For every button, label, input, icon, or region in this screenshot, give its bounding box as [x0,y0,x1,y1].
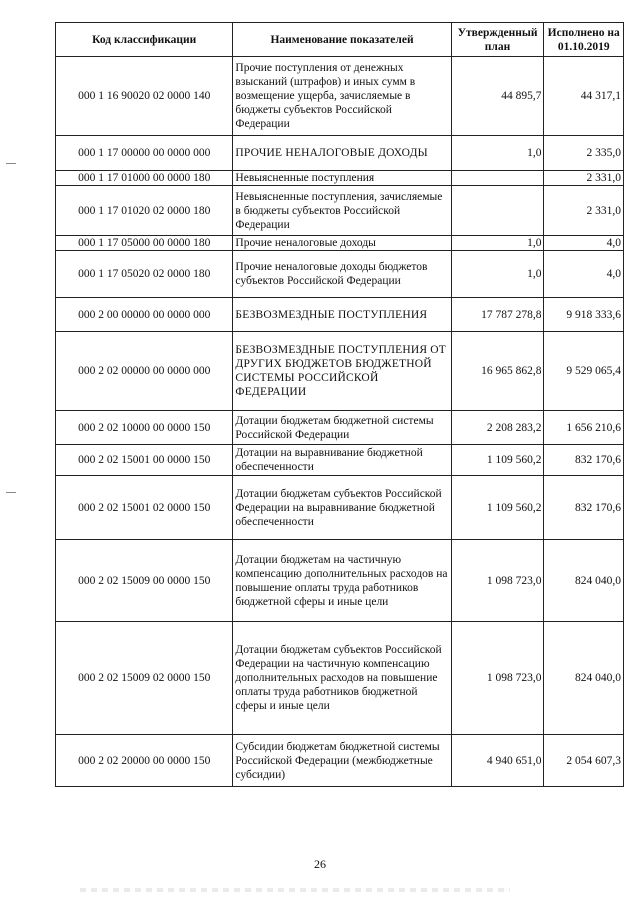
row-code: 000 1 17 01000 00 0000 180 [56,171,233,186]
table-header-row [56,23,624,57]
row-code: 000 2 00 00000 00 0000 000 [56,298,233,332]
row-name: Дотации на выравнивание бюджетной обеспеченности [233,445,451,476]
row-plan: 1 098 723,0 [451,540,544,622]
header-plan: Утвержденный план [451,23,544,57]
row-code: 000 2 02 20000 00 0000 150 [56,735,233,787]
table-row [56,236,624,251]
row-plan: 44 895,7 [451,57,544,136]
row-done: 824 040,0 [544,540,624,622]
row-code: 000 2 02 15009 02 0000 150 [56,622,233,735]
row-code: 000 1 17 05020 02 0000 180 [56,251,233,298]
row-plan: 1 098 723,0 [451,622,544,735]
table-row [56,251,624,298]
table-row [56,735,624,787]
row-done: 2 331,0 [544,171,624,186]
row-name: Прочие неналоговые доходы бюджетов субъектов Российской Федерации [233,251,451,298]
row-plan: 16 965 862,8 [451,332,544,411]
row-plan [451,171,544,186]
table-row [56,332,624,411]
row-plan: 1,0 [451,136,544,171]
row-done: 2 335,0 [544,136,624,171]
row-code: 000 2 02 15001 02 0000 150 [56,476,233,540]
row-done: 1 656 210,6 [544,411,624,445]
scan-artifact [80,888,510,892]
row-name: Прочие неналоговые доходы [233,236,451,251]
table-row [56,186,624,236]
header-name: Наименование показателей [233,23,451,57]
row-code: 000 1 16 90020 02 0000 140 [56,57,233,136]
table-row [56,622,624,735]
row-plan: 1,0 [451,236,544,251]
row-done: 44 317,1 [544,57,624,136]
row-code: 000 2 02 00000 00 0000 000 [56,332,233,411]
row-done: 824 040,0 [544,622,624,735]
row-name: БЕЗВОЗМЕЗДНЫЕ ПОСТУПЛЕНИЯ ОТ ДРУГИХ БЮДЖЕТОВ БЮДЖЕТНОЙ СИСТЕМЫ РОССИЙСКОЙ ФЕДЕРАЦИИ [233,332,451,411]
row-done: 2 054 607,3 [544,735,624,787]
header-done: Исполнено на 01.10.2019 [544,23,624,57]
row-code: 000 1 17 05000 00 0000 180 [56,236,233,251]
row-code: 000 1 17 00000 00 0000 000 [56,136,233,171]
row-name: БЕЗВОЗМЕЗДНЫЕ ПОСТУПЛЕНИЯ [233,298,451,332]
row-name: Субсидии бюджетам бюджетной системы Российской Федерации (межбюджетные субсидии) [233,735,451,787]
row-done: 832 170,6 [544,445,624,476]
row-name: ПРОЧИЕ НЕНАЛОГОВЫЕ ДОХОДЫ [233,136,451,171]
row-code: 000 2 02 15001 00 0000 150 [56,445,233,476]
table-row [56,476,624,540]
scan-margin-mark [6,163,16,164]
row-plan: 1 109 560,2 [451,476,544,540]
row-plan: 17 787 278,8 [451,298,544,332]
row-done: 832 170,6 [544,476,624,540]
table-row [56,298,624,332]
header-code: Код классификации [56,23,233,57]
row-done: 9 529 065,4 [544,332,624,411]
scan-margin-mark [6,492,16,493]
row-done: 4,0 [544,251,624,298]
table-row [56,411,624,445]
row-plan [451,186,544,236]
row-code: 000 2 02 10000 00 0000 150 [56,411,233,445]
table-row [56,57,624,136]
row-code: 000 1 17 01020 02 0000 180 [56,186,233,236]
row-name: Дотации бюджетам субъектов Российской Федерации на выравнивание бюджетной обеспеченности [233,476,451,540]
row-done: 2 331,0 [544,186,624,236]
row-code: 000 2 02 15009 00 0000 150 [56,540,233,622]
table-row [56,136,624,171]
row-name: Дотации бюджетам субъектов Российской Федерации на частичную компенсацию дополнительных расходов на повышение оплаты труда работников бюджетной сферы и иные цели [233,622,451,735]
table-row [56,540,624,622]
row-done: 9 918 333,6 [544,298,624,332]
page-number: 26 [314,857,326,871]
row-plan: 4 940 651,0 [451,735,544,787]
budget-table [55,22,624,787]
row-plan: 1,0 [451,251,544,298]
row-name: Прочие поступления от денежных взысканий (штрафов) и иных сумм в возмещение ущерба, зачисляемые в бюджеты субъектов Российской Федерации [233,57,451,136]
row-done: 4,0 [544,236,624,251]
table-row [56,445,624,476]
row-name: Дотации бюджетам бюджетной системы Российской Федерации [233,411,451,445]
row-plan: 2 208 283,2 [451,411,544,445]
row-name: Невыясненные поступления [233,171,451,186]
table-row [56,171,624,186]
row-name: Дотации бюджетам на частичную компенсацию дополнительных расходов на повышение оплаты труда работников бюджетной сферы и иные цели [233,540,451,622]
row-name: Невыясненные поступления, зачисляемые в бюджеты субъектов Российской Федерации [233,186,451,236]
row-plan: 1 109 560,2 [451,445,544,476]
